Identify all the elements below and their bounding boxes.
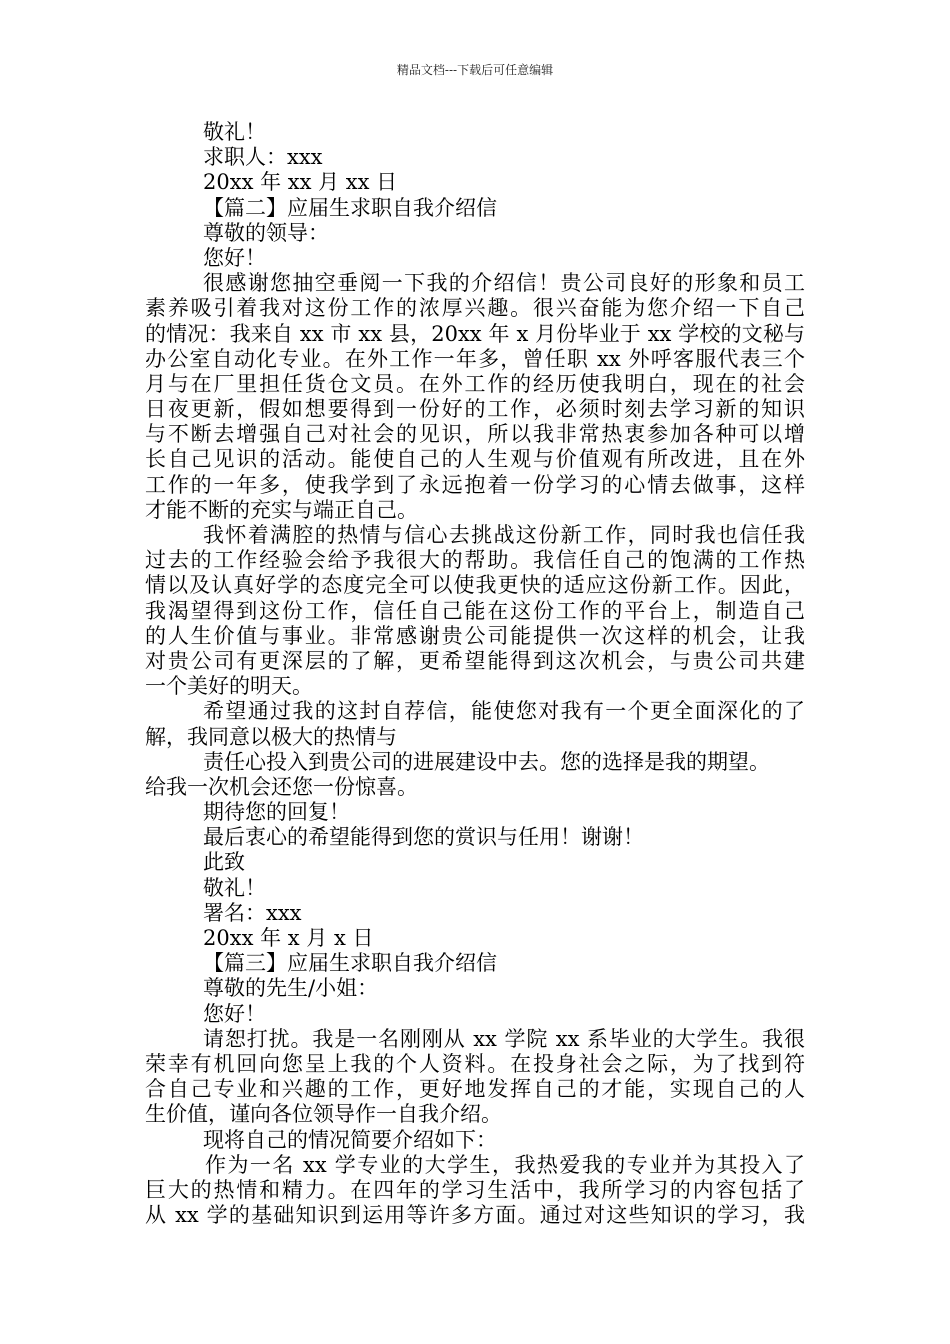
text-line: 月与在厂里担任货仓文员。在外工作的经历使我明白，现在的社会 [145, 371, 805, 396]
text-line: 20xx 年 x 月 x 日 [203, 926, 374, 950]
document-body [145, 120, 805, 1228]
text-line: 从 xx 学的基础知识到运用等许多方面。通过对这些知识的学习，我 [145, 1203, 805, 1228]
page-header: 精品文档---下载后可任意编辑 [396, 63, 554, 77]
text-line: 日夜更新，假如想要得到一份好的工作，必须时刻去学习新的知识 [145, 397, 805, 422]
text-line: 才能不断的充实与端正自己。 [145, 497, 418, 522]
text-line: 荣幸有机回向您呈上我的个人资料。在投身社会之际，为了找到符 [145, 1051, 805, 1076]
text-line: 工作的一年多，使我学到了永远抱着一份学习的心情去做事，这样 [145, 472, 805, 497]
text-line: 20xx 年 xx 月 xx 日 [203, 170, 398, 195]
text-line: 很感谢您抽空垂阅一下我的介绍信！贵公司良好的形象和员工 [203, 271, 805, 296]
text-line: 办公室自动化专业。在外工作一年多，曾任职 xx 外呼客服代表三个 [145, 346, 805, 371]
text-line: 敬礼！ [203, 120, 266, 144]
text-line: 对贵公司有更深层的了解，更希望能得到这次机会，与贵公司共建 [145, 648, 805, 673]
text-line: 责任心投入到贵公司的进展建设中去。您的选择是我的期望。 [203, 749, 770, 774]
text-line: 敬礼！ [203, 875, 266, 900]
text-line: 现将自己的情况简要介绍如下： [203, 1127, 497, 1152]
text-line: 一个美好的明天。 [145, 674, 313, 699]
text-line: 的人生价值与事业。非常感谢贵公司能提供一次这样的机会，让我 [145, 623, 805, 648]
text-line: 过去的工作经验会给予我很大的帮助。我信任自己的饱满的工作热 [145, 548, 805, 573]
text-line: 署名：xxx [203, 900, 302, 925]
text-line: 请恕打扰。我是一名刚刚从 xx 学院 xx 系毕业的大学生。我很 [203, 1026, 805, 1051]
text-line: 【篇三】应届生求职自我介绍信 [203, 951, 497, 976]
text-line: 您好！ [203, 245, 266, 270]
text-line: 此致 [203, 850, 245, 875]
text-line: 最后衷心的希望能得到您的赏识与任用！谢谢！ [203, 825, 644, 850]
text-line: 与不断去增强自己对社会的见识，所以我非常热衷参加各种可以增 [145, 422, 805, 447]
text-line: 作为一名 xx 学专业的大学生，我热爱我的专业并为其投入了 [205, 1152, 805, 1177]
text-line: 素养吸引着我对这份工作的浓厚兴趣。很兴奋能为您介绍一下自己 [145, 296, 805, 321]
text-line: 情以及认真好学的态度完全可以使我更快的适应这份新工作。因此， [145, 573, 805, 598]
text-line: 巨大的热情和精力。在四年的学习生活中，我所学习的内容包括了 [145, 1177, 805, 1202]
text-line: 【篇二】应届生求职自我介绍信 [203, 195, 497, 220]
text-line: 解，我同意以极大的热情与 [145, 724, 397, 749]
text-line: 我怀着满腔的热情与信心去挑战这份新工作，同时我也信任我 [203, 523, 805, 547]
text-line: 尊敬的领导： [203, 220, 329, 245]
text-line: 长自己见识的活动。能使自己的人生观与价值观有所改进，且在外 [145, 447, 805, 472]
text-line: 合自己专业和兴趣的工作，更好地发挥自己的才能，实现自己的人 [145, 1077, 805, 1102]
text-line: 我渴望得到这份工作，信任自己能在这份工作的平台上，制造自己 [145, 598, 805, 623]
text-line: 求职人：xxx [203, 145, 323, 170]
text-line: 希望通过我的这封自荐信，能使您对我有一个更全面深化的了 [203, 699, 805, 724]
text-line: 您好！ [203, 1001, 266, 1026]
text-line: 给我一次机会还您一份惊喜。 [145, 774, 418, 799]
text-line: 期待您的回复！ [203, 800, 350, 825]
text-line: 生价值，谨向各位领导作一自我介绍。 [145, 1102, 502, 1127]
text-line: 的情况：我来自 xx 市 xx 县，20xx 年 x 月份毕业于 xx 学校的文秘与 [145, 321, 805, 346]
text-line: 尊敬的先生/小姐： [203, 976, 379, 1001]
